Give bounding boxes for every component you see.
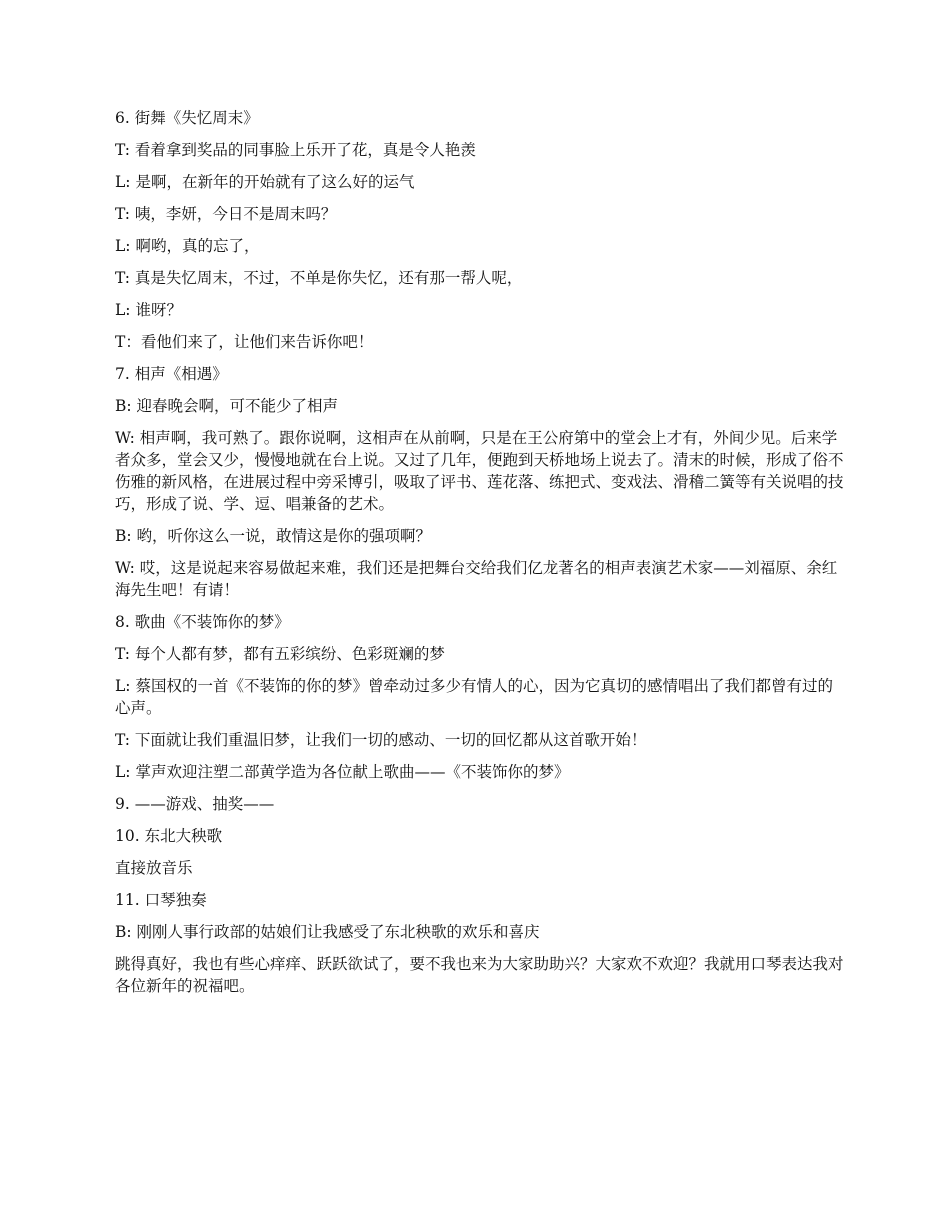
dialogue-line: L: 蔡国权的一首《不装饰的你的梦》曾牵动过多少有情人的心，因为它真切的感情唱出了我们都曾有过的心声。 <box>115 677 833 717</box>
dialogue-line: B: 刚刚人事行政部的姑娘们让我感受了东北秧歌的欢乐和喜庆 <box>115 923 540 941</box>
section-heading: 8. 歌曲《不装饰你的梦》 <box>115 613 290 631</box>
dialogue-line: T: 下面就让我们重温旧梦，让我们一切的感动、一切的回忆都从这首歌开始！ <box>115 731 647 749</box>
document-body <box>115 107 845 1007</box>
dialogue-line: T: 看着拿到奖品的同事脸上乐开了花，真是令人艳羡 <box>115 141 476 159</box>
dialogue-line: L: 啊哟，真的忘了， <box>115 237 260 255</box>
dialogue-line: L: 掌声欢迎注塑二部黄学造为各位献上歌曲——《不装饰你的梦》 <box>115 763 570 781</box>
dialogue-line: T: 每个人都有梦，都有五彩缤纷、色彩斑斓的梦 <box>115 645 445 663</box>
dialogue-line: W: 哎，这是说起来容易做起来难，我们还是把舞台交给我们亿龙著名的相声表演艺术家——刘福原、余红海先生吧！有请！ <box>115 559 838 599</box>
section-heading: 11. 口琴独奏 <box>115 891 207 909</box>
dialogue-line: T: 真是失忆周末，不过，不单是你失忆，还有那一帮人呢， <box>115 269 523 287</box>
dialogue-line: L: 谁呀？ <box>115 301 182 319</box>
section-heading: 9. ——游戏、抽奖—— <box>115 795 275 813</box>
dialogue-line: B: 迎春晚会啊，可不能少了相声 <box>115 397 339 415</box>
section-heading: 7. 相声《相遇》 <box>115 365 228 383</box>
section-heading: 6. 街舞《失忆周末》 <box>115 109 259 127</box>
section-heading: 10. 东北大秧歌 <box>115 827 223 845</box>
dialogue-line: B: 哟，听你这么一说，敢情这是你的强项啊？ <box>115 527 432 545</box>
dialogue-line: L: 是啊，在新年的开始就有了这么好的运气 <box>115 173 415 191</box>
stage-note: 直接放音乐 <box>115 859 193 877</box>
dialogue-line: W: 相声啊，我可熟了。跟你说啊，这相声在从前啊，只是在王公府第中的堂会上才有，外间少见。后来学者众多，堂会又少，慢慢地就在台上说。又过了几年，便跑到天桥地场上说去了。清末的时候，形成了俗不伤雅的新风格，在进展过程中旁采博引，吸取了评书、莲花落、练把式、变戏法、滑稽二簧等有关说唱的技巧，形成了说、学、逗、唱兼备的艺术。 <box>115 429 844 513</box>
dialogue-line: T: 咦，李妍，今日不是周末吗？ <box>115 205 337 223</box>
dialogue-line: T：看他们来了，让他们来告诉你吧！ <box>115 333 374 351</box>
dialogue-line: 跳得真好，我也有些心痒痒、跃跃欲试了，要不我也来为大家助助兴？大家欢不欢迎？我就用口琴表达我对各位新年的祝福吧。 <box>115 955 844 995</box>
